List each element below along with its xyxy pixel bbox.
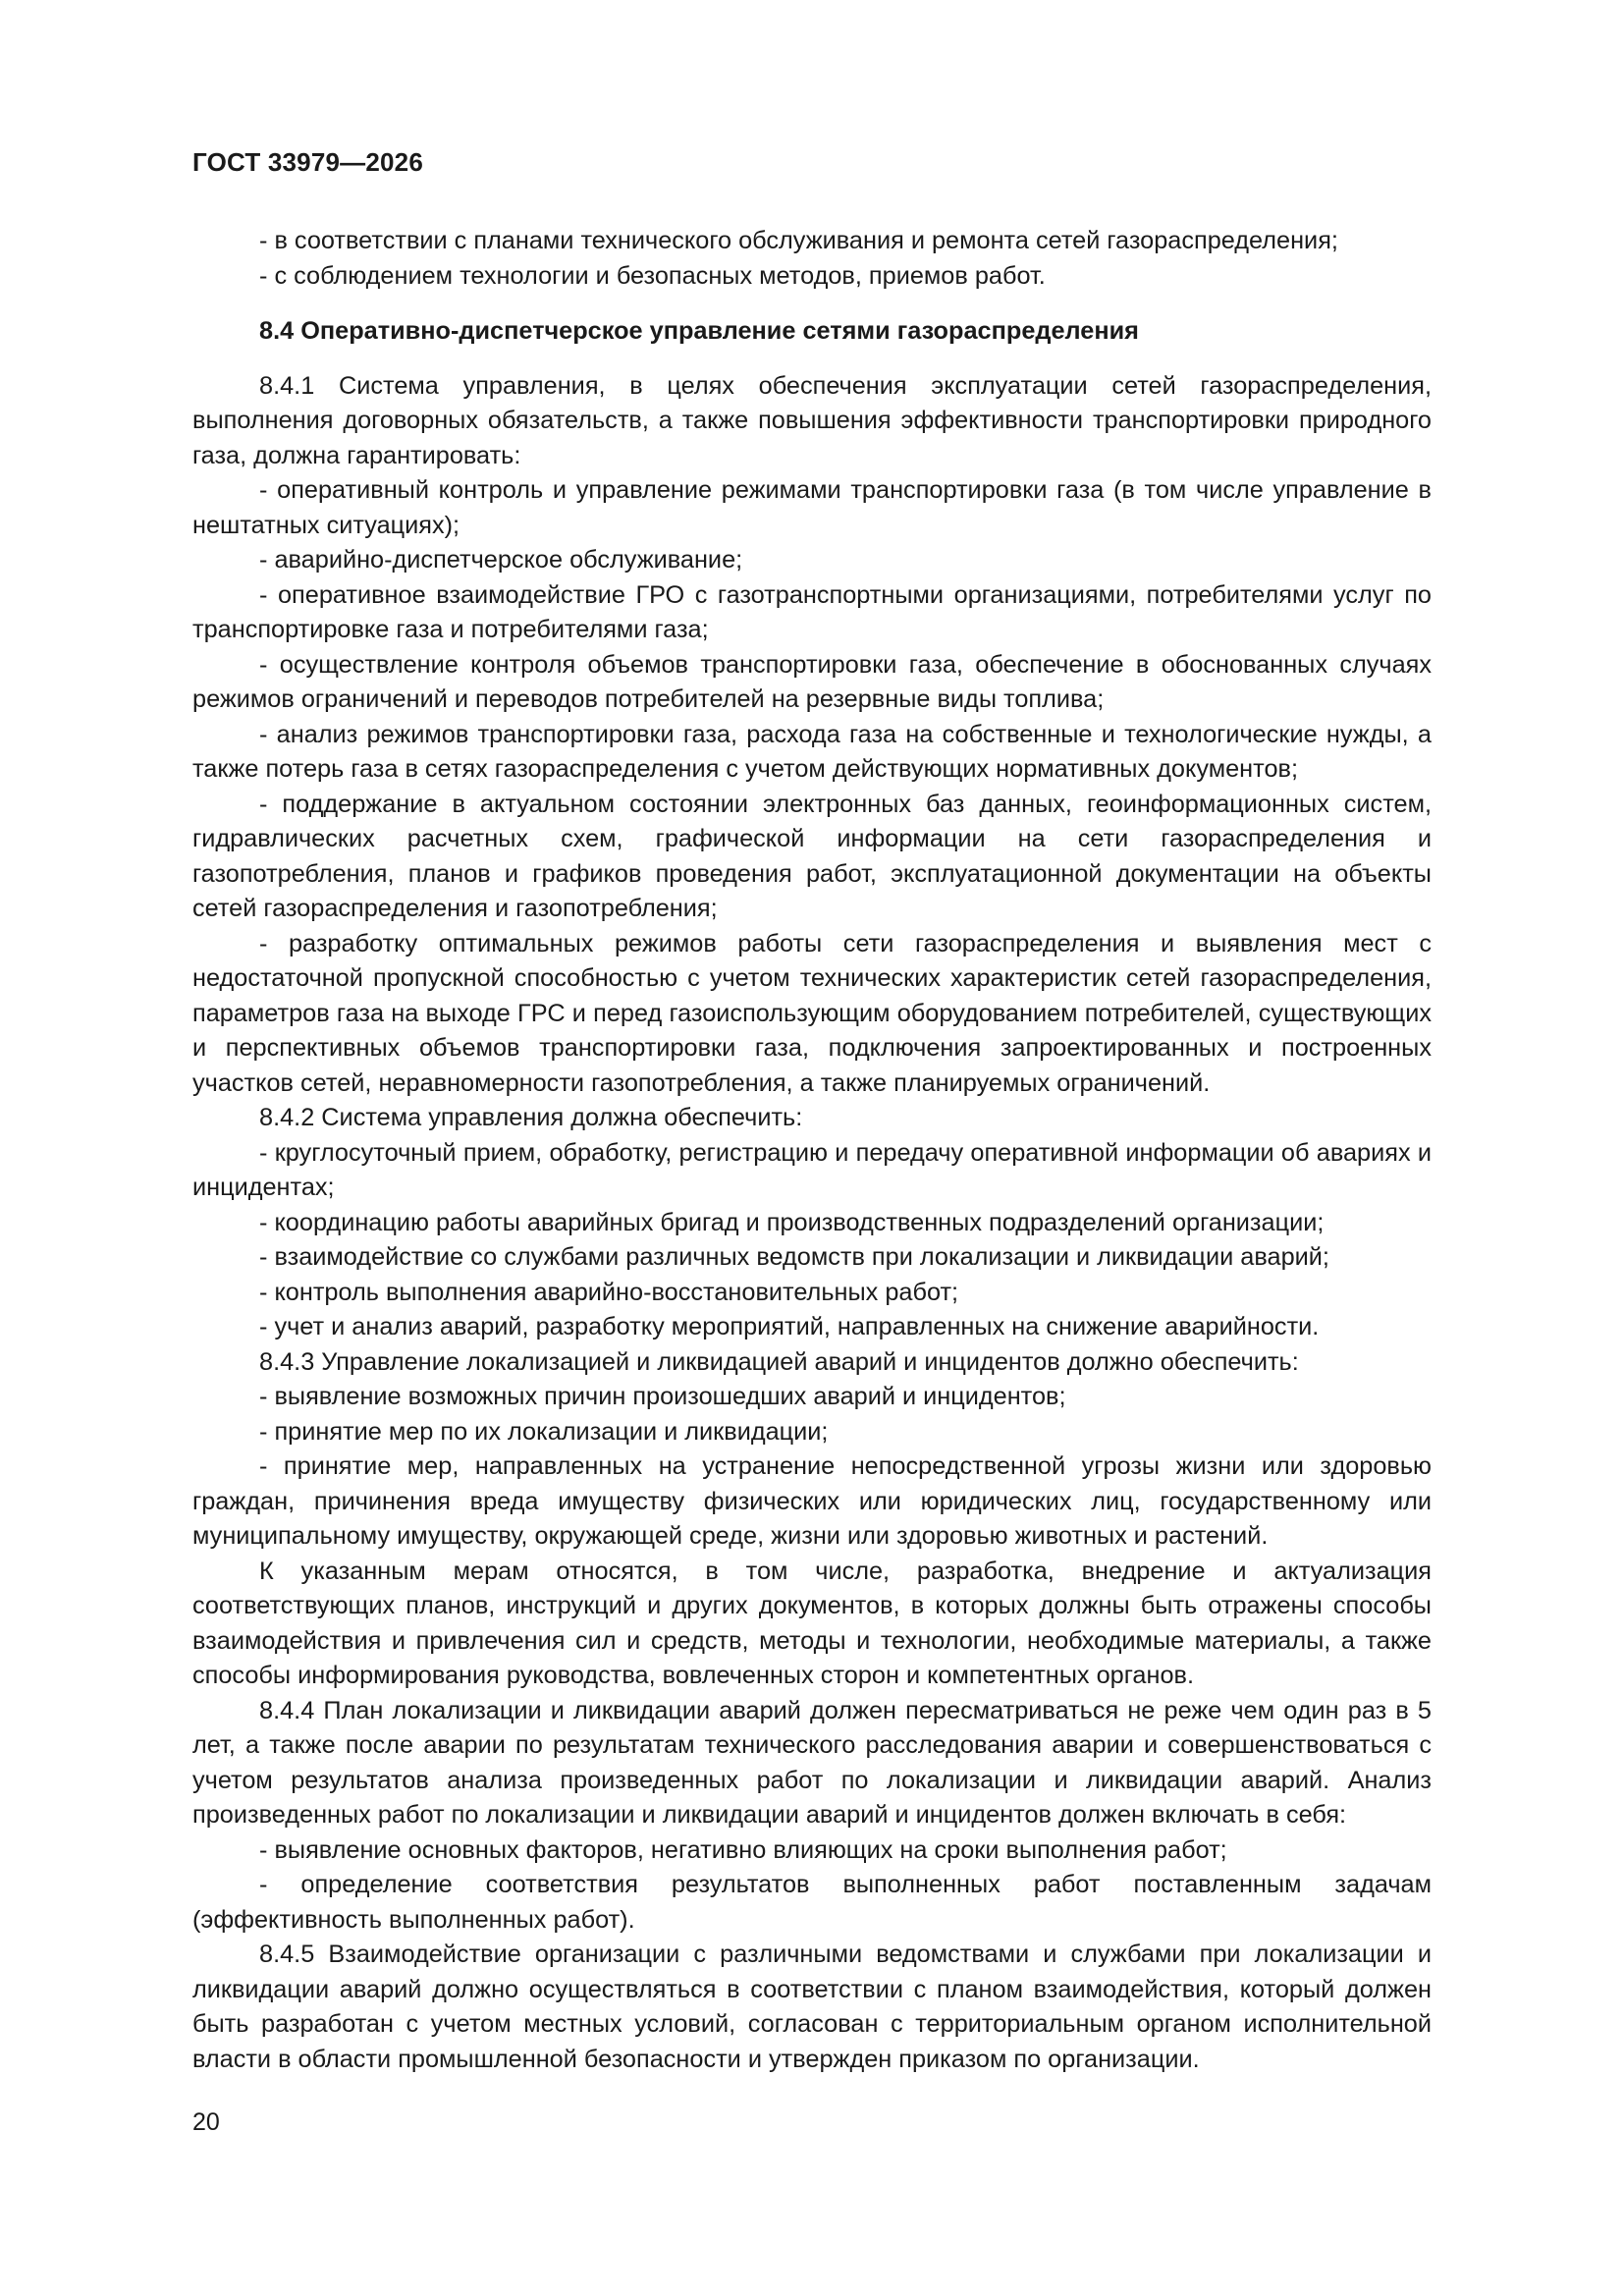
paragraph: К указанным мерам относятся, в том числе, разработка, внедрение и актуализация соответствующих планов, инструкций и других документов, в которых должны быть отражены способы взаимодействия и привлечения сил и средств, методы и технологии, необходимые материалы, а также способы информирования руководства, вовлеченных сторон и компетентных органов. — [192, 1557, 1432, 1689]
section-title: 8.4 Оперативно-диспетчерское управление сетями газораспределения — [259, 317, 1139, 345]
paragraph: - аварийно-диспетчерское обслуживание; — [259, 546, 743, 574]
paragraph: - принятие мер, направленных на устранение непосредственной угрозы жизни или здоровью граждан, причинения вреда имуществу физических или юридических лиц, государственному или муниципальному имуществу, окружающей среде, жизни или здоровью животных и растений. — [192, 1452, 1432, 1550]
paragraph: - в соответствии с планами технического обслуживания и ремонта сетей газораспределения; — [259, 227, 1338, 254]
paragraph: - разработку оптимальных режимов работы сети газораспределения и выявления мест с недостаточной пропускной способностью с учетом технических характеристик сетей газораспределения, параметров газа на выходе ГРС и перед газоиспользующим оборудованием потребителей, существующих и перспективных объемов транспортировки газа, подключения запроектированных и построенных участков сетей, неравномерности газопотребления, а также планируемых ограничений. — [192, 929, 1432, 1097]
paragraph: - учет и анализ аварий, разработку мероприятий, направленных на снижение аварийности. — [259, 1313, 1320, 1340]
paragraph: - контроль выполнения аварийно-восстановительных работ; — [259, 1278, 959, 1306]
paragraph: - осуществление контроля объемов транспортировки газа, обеспечение в обоснованных случаях режимов ограничений и переводов потребителей на резервные виды топлива; — [192, 650, 1432, 713]
paragraph: 8.4.2 Система управления должна обеспечить: — [259, 1104, 803, 1131]
paragraph: - поддержание в актуальном состоянии электронных баз данных, геоинформационных систем, гидравлических расчетных схем, графической информации на сети газораспределения и газопотребления, планов и графиков проведения работ, эксплуатационной документации на объекты сетей газораспределения и газопотребления; — [192, 790, 1432, 922]
paragraph: 8.4.4 План локализации и ликвидации аварий должен пересматриваться не реже чем один раз в 5 лет, а также после аварии по результатам технического расследования аварии и совершенствоваться с учетом результатов анализа произведенных работ по локализации и ликвидации аварий. Анализ произведенных работ по локализации и ликвидации аварий и инцидентов должен включать в себя: — [192, 1696, 1432, 1829]
paragraph: - с соблюдением технологии и безопасных методов, приемов работ. — [259, 261, 1046, 290]
paragraph: - координацию работы аварийных бригад и производственных подразделений организации; — [259, 1208, 1325, 1236]
paragraph: - оперативный контроль и управление режимами транспортировки газа (в том числе управление в нештатных ситуациях); — [192, 476, 1432, 539]
paragraph: - выявление возможных причин произошедших аварий и инцидентов; — [259, 1383, 1066, 1410]
paragraph: 8.4.3 Управление локализацией и ликвидацией аварий и инцидентов должно обеспечить: — [259, 1347, 1299, 1376]
paragraph: - оперативное взаимодействие ГРО с газотранспортными организациями, потребителями услуг по транспортировке газа и потребителями газа; — [192, 580, 1432, 643]
paragraph: - взаимодействие со службами различных ведомств при локализации и ликвидации аварий; — [259, 1243, 1329, 1271]
paragraph: - выявление основных факторов, негативно влияющих на сроки выполнения работ; — [259, 1835, 1227, 1864]
paragraph: - круглосуточный прием, обработку, регистрацию и передачу оперативной информации об авариях и инцидентах; — [192, 1138, 1432, 1201]
paragraph: - анализ режимов транспортировки газа, расхода газа на собственные и технологические нужды, а также потерь газа в сетях газораспределения с учетом действующих нормативных документов; — [192, 720, 1432, 783]
paragraph: - определение соответствия результатов выполненных работ поставленным задачам (эффективность выполненных работ). — [192, 1871, 1432, 1934]
document-body — [192, 224, 1432, 2077]
paragraph: 8.4.1 Система управления, в целях обеспечения эксплуатации сетей газораспределения, выполнения договорных обязательств, а также повышения эффективности транспортировки природного газа, должна гарантировать: — [192, 371, 1432, 469]
paragraph: 8.4.5 Взаимодействие организации с различными ведомствами и службами при локализации и ликвидации аварий должно осуществляться в соответствии с планом взаимодействия, который должен быть разработан с учетом местных условий, согласован с территориальным органом исполнительной власти в области промышленной безопасности и утвержден приказом по организации. — [192, 1941, 1432, 2073]
paragraph: - принятие мер по их локализации и ликвидации; — [259, 1417, 829, 1446]
document-code-header: ГОСТ 33979—2026 — [192, 147, 423, 177]
page-number: 20 — [192, 2108, 220, 2136]
